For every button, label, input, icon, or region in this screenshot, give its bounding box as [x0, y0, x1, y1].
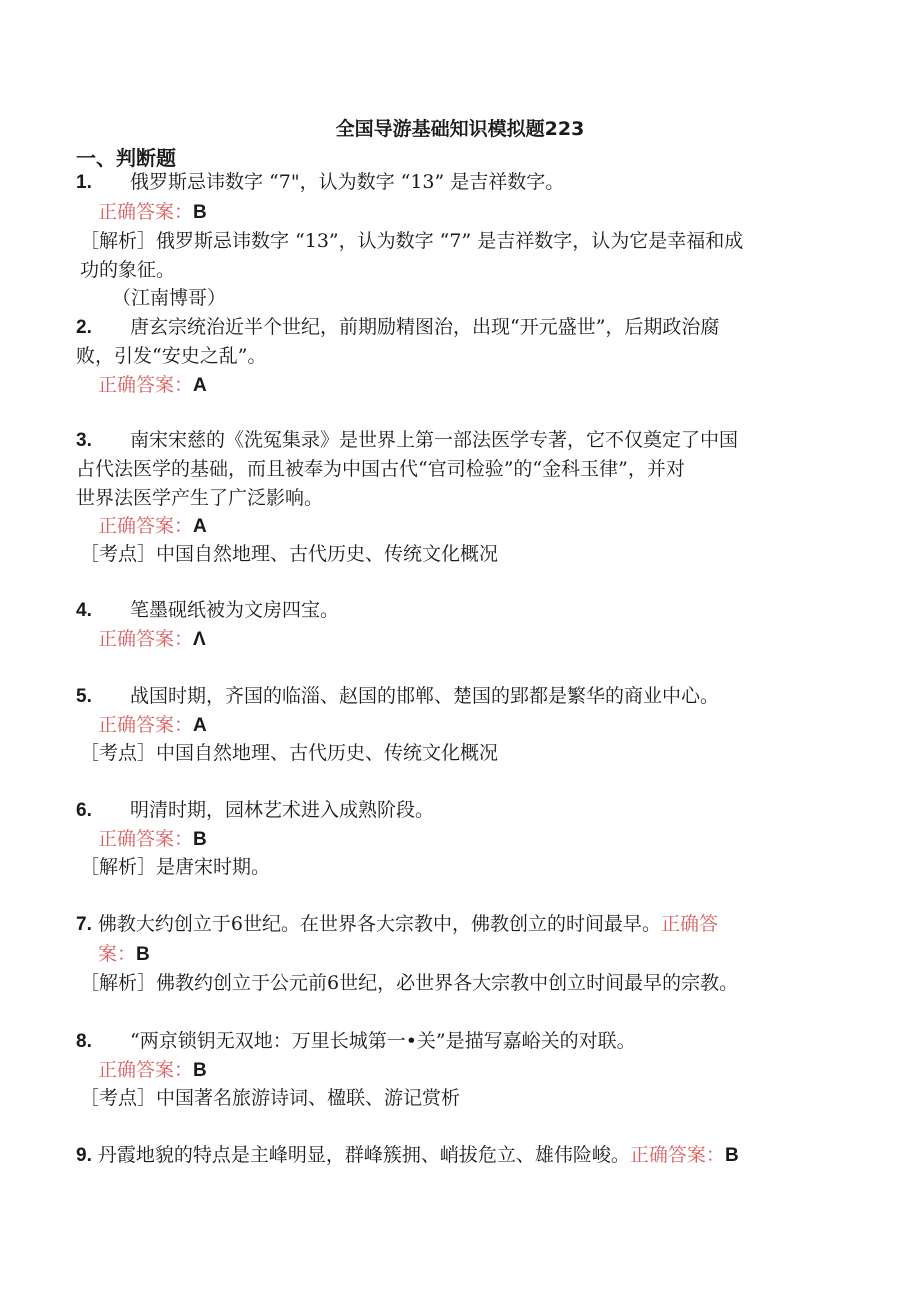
question-number: 1. — [76, 172, 92, 193]
source-note: （江南博哥） — [112, 287, 227, 309]
question-text: 俄罗斯忌讳数字 “7"，认为数字 “13” 是吉祥数字。 — [130, 171, 565, 193]
question-number: 5. — [76, 686, 92, 707]
question-text: 南宋宋慈的《洗冤集录》是世界上第一部法医学专著，它不仅奠定了中国 — [130, 429, 739, 451]
topic-note: ［考点］中国著名旅游诗词、楹联、游记赏析 — [80, 1087, 461, 1109]
answer-label: 正确答案： — [98, 714, 194, 736]
answer-value: Λ — [193, 629, 206, 650]
question-text: 笔墨砚纸被为文房四宝。 — [130, 599, 340, 621]
analysis-note-cont: 功的象征。 — [80, 259, 176, 281]
question-4 — [76, 596, 339, 625]
question-number: 3. — [76, 430, 92, 451]
topic-note: ［考点］中国自然地理、古代历史、传统文化概况 — [80, 543, 499, 565]
answer-label: 正确答案： — [98, 1059, 194, 1081]
answer-label-cont: 案： — [98, 943, 137, 965]
answer-value: A — [193, 516, 207, 537]
question-text-cont: 败，引发“安史之乱”。 — [76, 345, 267, 367]
question-text: 唐玄宗统治近半个世纪，前期励精图治，出现“开元盛世”，后期政治腐 — [130, 316, 720, 338]
question-5 — [76, 682, 719, 711]
analysis-note: ［解析］佛教约创立于公元前6世纪，必世界各大宗教中创立时间最早的宗教。 — [80, 972, 739, 994]
question-text-cont: 世界法医学产生了广泛影响。 — [76, 487, 324, 509]
question-number: 4. — [76, 600, 92, 621]
answer-label: 正确答 — [661, 913, 719, 935]
question-9 — [76, 1141, 739, 1170]
page-title: 全国导游基础知识模拟题223 — [335, 118, 585, 140]
answer-value: B — [193, 202, 207, 223]
answer-line — [98, 940, 150, 969]
question-1 — [76, 168, 564, 197]
question-text: “两京锁钥无双地：万里长城第一•关”是描写嘉峪关的对联。 — [130, 1030, 636, 1052]
answer-line — [98, 371, 207, 400]
answer-line — [98, 198, 207, 227]
answer-label: 正确答案： — [629, 1144, 725, 1166]
question-7 — [76, 910, 718, 939]
question-text: 丹霞地貌的特点是主峰明显，群峰簇拥、峭拔危立、雄伟险峻。 — [97, 1144, 630, 1166]
topic-note: ［考点］中国自然地理、古代历史、传统文化概况 — [80, 742, 499, 764]
answer-label: 正确答案： — [98, 828, 194, 850]
answer-line — [98, 711, 207, 740]
answer-label: 正确答案： — [98, 201, 194, 223]
answer-value: A — [193, 715, 207, 736]
question-text: 明清时期，园林艺术进入成熟阶段。 — [130, 799, 435, 821]
answer-line — [98, 625, 206, 654]
question-8 — [76, 1027, 636, 1056]
answer-line — [98, 825, 207, 854]
answer-value: A — [193, 375, 207, 396]
question-2 — [76, 313, 719, 342]
answer-label: 正确答案： — [98, 628, 194, 650]
question-text: 佛教大约创立于6世纪。在世界各大宗教中，佛教创立的时间最早。 — [97, 913, 661, 935]
answer-value: B — [724, 1145, 739, 1166]
answer-value: B — [193, 829, 207, 850]
answer-line — [98, 1056, 207, 1085]
question-number: 8. — [76, 1031, 92, 1052]
analysis-note: ［解析］俄罗斯忌讳数字 “13”，认为数字 “7” 是吉祥数字，认为它是幸福和成 — [80, 230, 744, 252]
answer-label: 正确答案： — [98, 515, 194, 537]
question-text-cont: 占代法医学的基础，而且被奉为中国古代“官司检验”的“金科玉律”，并对 — [76, 458, 685, 480]
answer-value: B — [193, 1060, 207, 1081]
answer-value: B — [136, 944, 150, 965]
analysis-note: ［解析］是唐宋时期。 — [80, 856, 271, 878]
answer-label: 正确答案： — [98, 374, 194, 396]
question-number: 2. — [76, 317, 92, 338]
question-text: 战国时期，齐国的临淄、赵国的邯郸、楚国的郢都是繁华的商业中心。 — [130, 685, 720, 707]
question-6 — [76, 796, 434, 825]
question-number: 9. — [76, 1145, 92, 1166]
answer-line — [98, 512, 207, 541]
section-heading: 一、判断题 — [76, 146, 176, 170]
question-number: 7. — [76, 914, 92, 935]
question-number: 6. — [76, 800, 92, 821]
question-3 — [76, 426, 738, 455]
